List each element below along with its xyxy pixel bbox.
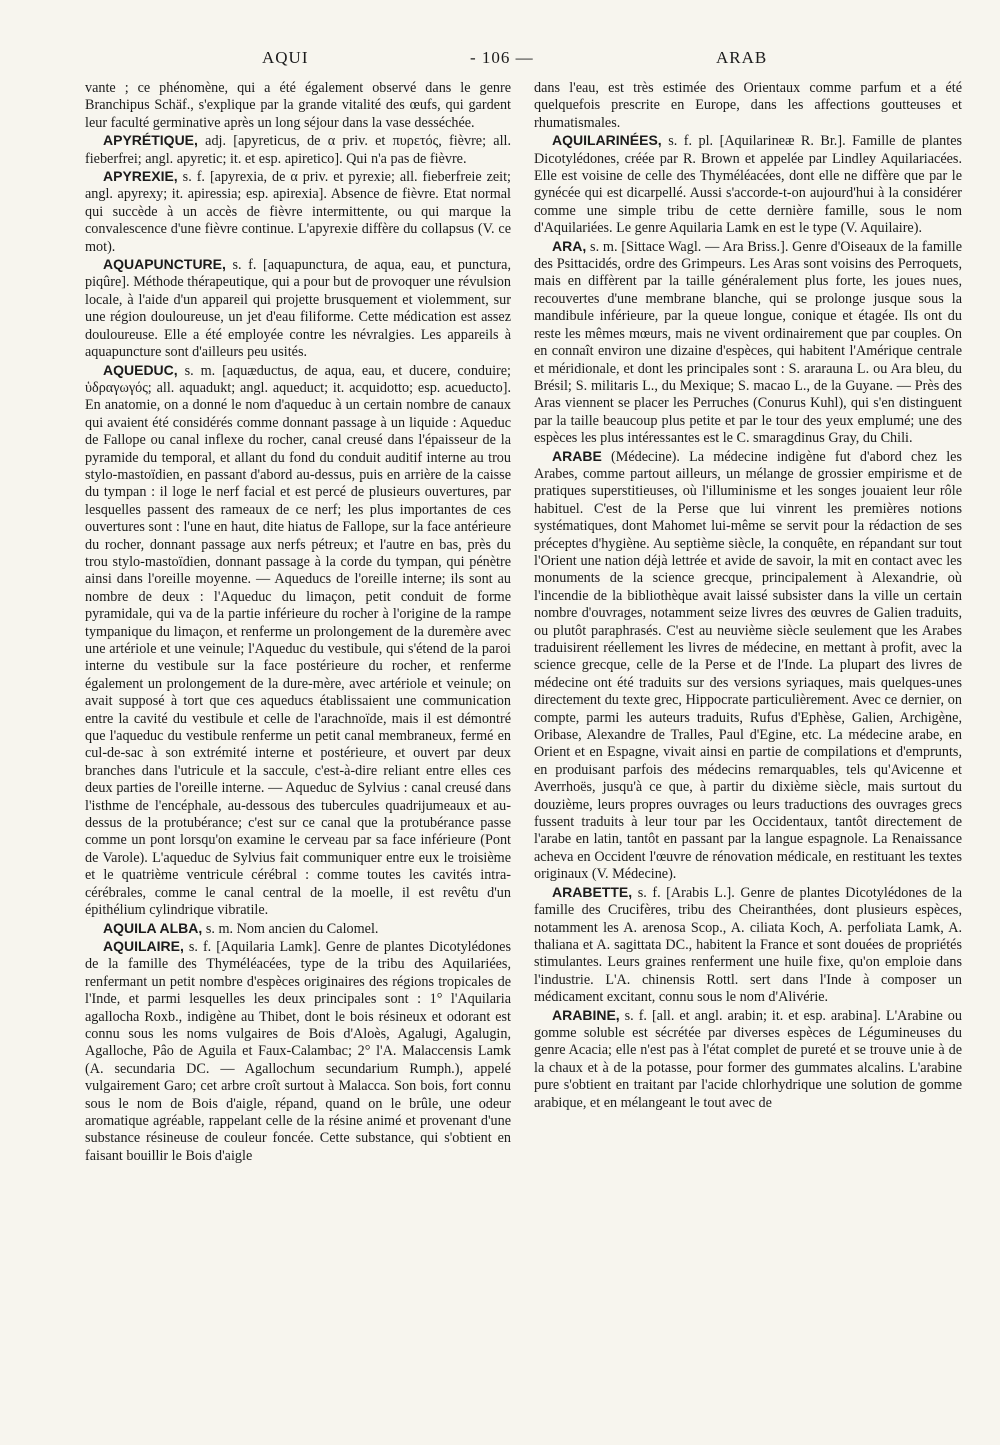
dictionary-entry xyxy=(534,80,962,132)
entry-text: s. m. [aquæductus, de aqua, eau, et ducere, conduire; ὑδραγωγός; all. aquadukt; angl. aqueduct; it. acquidotto; esp. acueducto]. En anatomie, on a donné le nom d'aqueduc à un certain nombre de canaux qui avaient été considérés comme donnant passage à un liquide : Aqueduc de Fallope ou canal inflexe du rocher, canal creusé dans l'épaisseur de la pyramide du temporal, et allant du fond du conduit auditif interne au trou stylo-mastoïdien, en passant d'abord au-dessus, puis en arrière de la caisse du tympan : il loge le nerf facial et est percé de plusieurs ouvertures, par lesquelles passent des rameaux de ce nerf; les plus importantes de ces ouvertures sont : l'une en haut, dite hiatus de Fallope, sur la face antérieure du rocher, donnant passage aux nerfs pétreux; et l'autre en bas, près du trou stylo-mastoïdien, donnant passage à la corde du tympan, qui pénètre ainsi dans l'oreille moyenne. — Aqueducs de l'oreille interne; ils sont au nombre de deux : l'Aqueduc du limaçon, petit conduit de forme pyramidale, qui va de la partie inférieure du rocher à l'origine de la rampe tympanique du limaçon, et renferme un prolongement de la duremère avec une artériole et une veinule; l'Aqueduc du vestibule, qui s'étend de la paroi interne du vestibule sur la face postérieure du rocher, et renferme également un prolongement de la dure-mère, avec artériole et veinule; on avait supposé à tort que ces aqueducs établissaient une communication entre la cavité du vestibule et celle de l'arachnoïde, mais il est démontré que l'aqueduc du vestibule renferme un petit canal membraneux, fermé en cul-de-sac à son extrémité interne et postérieure, et ouvert par deux branches dans l'utricule et la saccule, c'est-à-dire reliant entre elles ces deux parties de l'oreille interne. — Aqueduc de Sylvius : canal creusé dans l'isthme de l'encéphale, au-dessous des tubercules quadrijumeaux et au-dessus de la protubérance; c'est sur ce canal que la protubérance passe comme un pont lorsqu'on examine le cerveau par sa face inférieure (Pont de Varole). L'aqueduc de Sylvius fait communiquer entre eux le troisième et le quatrième ventricule cérébral : comme toutes les cavités intra-cérébrales, comme le canal central de la moelle, il est revêtu d'un épithélium cylindrique vibratile. xyxy=(85,362,511,919)
header-left-word: AQUI xyxy=(262,48,309,67)
dictionary-entry xyxy=(85,132,511,168)
dictionary-entry xyxy=(85,938,511,1165)
dictionary-entry xyxy=(85,920,511,938)
entry-headword: AQUEDUC, xyxy=(103,361,178,378)
entry-text: s. f. [all. et angl. arabin; it. et esp. arabina]. L'Arabine ou gomme soluble est sécrétée par diverses espèces de Légumineuses du genre Acacia; elle n'est pas à l'état complet de pureté et se trouve unie à de la chaux et à de la potasse, pour former des gummates alcalins. L'arabine pure s'obtient en traitant par l'acide chlorhydrique une solution de gomme arabique, et en mélangeant le tout avec de xyxy=(534,1007,962,1111)
entry-text: s. m. Nom ancien du Calomel. xyxy=(205,920,379,937)
entry-headword: APYREXIE, xyxy=(103,168,178,185)
left-column xyxy=(85,80,511,1165)
entry-headword: ARA, xyxy=(552,237,587,254)
header-right-word: ARAB xyxy=(716,48,768,67)
dictionary-entry xyxy=(85,362,511,920)
dictionary-entry xyxy=(534,1007,962,1112)
dictionary-entry xyxy=(534,238,962,448)
entry-headword: AQUAPUNCTURE, xyxy=(103,256,226,273)
dictionary-entry xyxy=(534,884,962,1007)
dictionary-entry xyxy=(534,132,962,237)
entry-text: (Médecine). La médecine indigène fut d'abord chez les Arabes, comme partout ailleurs, un mélange de grossier empirisme et de pratiques superstitieuses, où l'illuminisme et les songes jouaient leur rôle habituel. C'est de la Perse que lui vinrent les premières notions systématiques, dont Mahomet lui-même se servit pour la rédaction de ses préceptes d'hygiène. Au septième siècle, la conquête, en répandant sur tout l'Orient une nation déjà lettrée et avide de savoir, la mit en contact avec les monuments de la science grecque, principalement à Alexandrie, où l'incendie de la bibliothèque avait laissé subsister dans la ville un certain nombre d'ouvrages, notamment seize livres des œuvres de Galien traduits, ou plutôt paraphrasés. C'est au neuvième siècle seulement que les Arabes traduisirent réellement les livres de médecine, en mettant à profit, avec la science grecque, celle de la Perse et de l'Inde. La plupart des livres de médecine ont été traduits sur des versions syriaques, mais quelques-unes directement du texte grec, Hippocrate particulièrement. Avec ce dernier, on compte, parmi les auteurs traduits, Rufus d'Ephèse, Galien, Archigène, Oribase, Alexandre de Tralles, Paul d'Egine, etc. La médecine arabe, en Orient et en Espagne, vivait ainsi en partie de compilations et d'emprunts, en produisant parfois des médecins remarquables, tels qu'Avicenne et Averrhoës, jusqu'à ce que, à partir du dixième siècle, mais surtout du douzième, leurs propres ouvrages ou leurs traductions des ouvrages grecs fussent traduits à leur tour par les Occidentaux, tantôt directement de l'arabe en latin, tantôt en passant par la langue espagnole. La Renaissance acheva en Occident l'œuvre de rénovation médicale, en restituant les textes originaux (V. Médecine). xyxy=(534,448,963,883)
entry-text: s. f. [aquapunctura, de aqua, eau, et punctura, piqûre]. Méthode thérapeutique, qui a pour but de provoquer une révulsion locale, à l'aide d'un appareil qui projette brusquement et violemment, sur une région douloureuse, un jet d'eau filiforme. Cette médication est assez douloureuse. Elle a été employée contre les névralgies. Les appareils à aquapuncture sont d'ailleurs peu usités. xyxy=(85,257,512,361)
entry-text: adj. [apyreticus, de α priv. et πυρετός, fièvre; all. fieberfrei; angl. apyretic; it. et esp. apiretico]. Qui n'a pas de fièvre. xyxy=(85,133,512,167)
entry-text: s. f. pl. [Aquilarineæ R. Br.]. Famille de plantes Dicotylédones, créée par R. Brown et appelée par Lindley Aquilariacées. Elle est voisine de celle des Thyméléacées, dont elle ne diffère que par le gynécée qui est dicarpellé. Aussi s'accorde-t-on aujourd'hui à la considérer comme une simple tribu de cette dernière famille, sous le nom d'Aquilariées. Le genre Aquilaria Lamk en est le type (V. Aquilaire). xyxy=(534,133,963,237)
dictionary-entry xyxy=(85,168,511,256)
entry-headword: ARABINE, xyxy=(552,1006,620,1023)
entry-headword: AQUILAIRE, xyxy=(103,937,184,954)
dictionary-entry xyxy=(534,448,962,884)
dictionary-entry xyxy=(85,256,511,361)
entry-text: s. f. [apyrexia, de α priv. et pyrexie; all. fieberfreie zeit; angl. apyrexy; it. apiressia; esp. apirexia]. Absence de fièvre. Etat normal qui succède à un accès de fièvre intermittente, ou qui marque la convalescence d'une fièvre continue. L'apyrexie diffère du collapsus (V. ce mot). xyxy=(85,169,512,255)
entry-headword: AQUILARINÉES, xyxy=(552,132,662,149)
dictionary-entry xyxy=(85,80,511,132)
entry-text: vante ; ce phénomène, qui a été également observé dans le genre Branchipus Schäf., s'explique par la grande vitalité des œufs, qui gardent leur faculté germinative après un long séjour dans la vase desséchée. xyxy=(85,80,511,131)
page-number: - 106 — xyxy=(470,48,534,67)
entry-headword: AQUILA ALBA, xyxy=(103,919,203,936)
entry-text: s. f. [Arabis L.]. Genre de plantes Dicotylédones de la famille des Crucifères, tribu des Cheiranthées, dont plusieurs espèces, notamment les A. arenosa Scop., A. ciliata Koch, A. perfoliata Lamk, A. thaliana et A. sagittata DC., habitent la France et sont douées de propriétés stimulantes. Leurs graines renferment une huile fixe, qu'on emploie dans l'industrie. L'A. chinensis Rottl. sert dans l'Inde à composer un médicament excitant, connu sous le nom d'Alivérie. xyxy=(534,884,962,1006)
entry-text: s. f. [Aquilaria Lamk]. Genre de plantes Dicotylédones de la famille des Thyméléacées, type de la tribu des Aquilariées, renfermant un petit nombre d'espèces originaires des régions tropicales de l'Inde, et parmi lesquelles les deux principales sont : 1° l'Aquilaria agallocha Roxb., indigène au Thibet, dont le bois résineux et odorant est connu sous les noms vulgaires de Bois d'Aloès, Agalugi, Agalugin, Agalloche, Pâo de Aguila et Faux-Calambac; 2° l'A. Malaccensis Lamk (A. secundaria DC. — Agallochum secundarium Rumph.), appelé vulgairement Garo; cet arbre croît surtout à Malacca. Son bois, fort connu sous le nom de Bois d'aigle, répand, quand on le brûle, une odeur aromatique agréable, rappelant celle de la résine animé et provenant d'une substance résineuse de couleur foncée. Cette substance, qui s'obtient en faisant bouillir le Bois d'aigle xyxy=(85,938,512,1164)
entry-text: dans l'eau, est très estimée des Orientaux comme parfum et a été quelquefois prescrite en Europe, dans les affections goutteuses et rhumatismales. xyxy=(534,80,962,131)
entry-headword: ARABE xyxy=(552,447,602,464)
entry-headword: ARABETTE, xyxy=(552,883,633,900)
running-header xyxy=(0,48,1000,70)
entry-headword: APYRÉTIQUE, xyxy=(103,132,198,149)
entry-text: s. m. [Sittace Wagl. — Ara Briss.]. Genre d'Oiseaux de la famille des Psittacidés, ordre des Grimpeurs. Les Aras sont voisins des Perroquets, mais en diffèrent par la taille généralement plus forte, les joues nues, recouvertes d'une membrane blanche, qui se prolonge jusque sous la mandibule inférieure, par la queue longue, conique et étagée. Ils ont du reste les mêmes mœurs, mais ne vivent ordinairement que par couples. On en connaît environ une dizaine d'espèces, qui habitent l'Amérique centrale et méridionale, et dont les principales sont : S. ararauna L. ou Ara bleu, du Brésil; S. militaris L., du Mexique; S. macao L., de la Guyane. — Près des Aras viennent se placer les Perruches (Conurus Kuhl), qui s'en distinguent par la taille beaucoup plus petite et par le tour des yeux emplumé; une des espèces les plus intéressantes est le C. smaragdinus Gray, du Chili. xyxy=(534,238,962,447)
right-column xyxy=(534,80,962,1112)
